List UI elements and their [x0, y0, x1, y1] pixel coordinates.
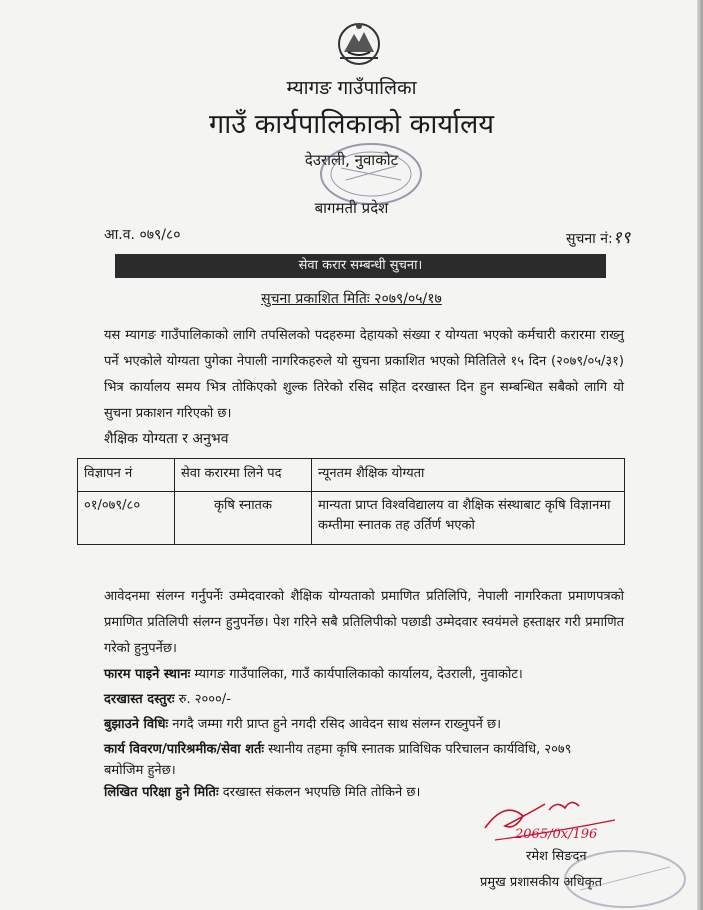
detail-label: कार्य विवरण/पारिश्रमीक/सेवा शर्तः — [104, 742, 265, 757]
header-ad-no: विज्ञापन नं — [78, 459, 175, 492]
publish-date — [0, 289, 703, 308]
notice-number-label: सुचना नं: — [566, 231, 613, 247]
header-qualification: न्यूनतम शैक्षिक योग्यता — [312, 459, 625, 492]
header-post: सेवा करारमा लिने पद — [175, 459, 312, 492]
detail-text: दरखास्त संकलन भएपछि मिति तोकिने छ। — [218, 785, 421, 800]
detail-text: रु. २०००/- — [174, 692, 231, 707]
detail-text: स्थानीय तहमा कृषि स्नातक प्राविधिक परिचालन कार्यविधि, २०७९ — [264, 742, 572, 757]
table-header-row — [78, 459, 625, 492]
detail-label: दरखास्त दस्तुरः — [104, 692, 175, 707]
cell-ad-no: ०१/०७९/८० — [78, 492, 175, 545]
fiscal-year: आ.व. ०७९/८० — [104, 227, 181, 243]
vacancy-table — [77, 458, 625, 545]
signer-designation: प्रमुख प्रशासकीय अधिकृत — [480, 875, 603, 890]
publish-date-text: सुचना प्रकाशित मितिः २०७९/०५/१७ — [261, 291, 442, 307]
detail-payment-method — [104, 714, 644, 732]
detail-text: बमोजिम हुनेछ। — [104, 763, 176, 778]
detail-form-location — [104, 664, 644, 682]
signature-icon — [475, 790, 625, 850]
section-title: शैक्षिक योग्यता र अनुभव — [104, 431, 229, 447]
cell-post: कृषि स्नातक — [175, 492, 312, 545]
detail-work-terms — [104, 739, 644, 757]
detail-fee — [104, 689, 644, 707]
intro-paragraph: यस म्यागङ गाउँपालिकाको लागि तपसिलको पदहरुमा देहायको संख्या र योग्यता भएको कर्मचारी करारमा राख्नु पर्ने भएकोले योग्यता पुगेका नेपाली नागरिकहरुले यो सुचना प्रकाशित भएको मितितिले १५ दिन (२०७९/०५/३१) भित्र कार्यालय समय भित्र तोकिएको शुल्क तिरेको रसिद सहित दरखास्त दिन हुन सम्बन्धित सबैको लागि यो सुचना प्रकाशन गरिएको छ। — [104, 328, 624, 421]
province-name: बागमती प्रदेश — [314, 199, 389, 217]
notice-number-value: १९ — [612, 228, 631, 248]
signer-name: रमेश सिङदन — [526, 849, 587, 864]
detail-text: म्यागङ गाउँपालिका, गाउँ कार्यपालिकाको कार्यालय, देउराली, नुवाकोट। — [190, 667, 523, 682]
detail-label: बुझाउने विधिः — [104, 717, 169, 732]
office-stamp-icon — [316, 140, 426, 208]
table-row — [78, 492, 625, 545]
attachment-paragraph: आवेदनमा संलग्न गर्नुपर्नेः उम्मेदवारको शैक्षिक योग्यताको प्रमाणित प्रतिलिपि, नेपाली नागरिकता प्रमाणपत्रको प्रमाणित प्रतिलिपी संलग्न हुनुपर्नेछ। पेश गरिने सबै प्रतिलिपीको पछाडी उम्मेदवार स्वयंमले हस्ताक्षर गरी प्रमाणित गरेको हुनुपर्नेछ। — [104, 589, 624, 656]
cell-qualification: मान्यता प्राप्त विश्वविद्यालय वा शैक्षिक संस्थाबाट कृषि विज्ञानमा कम्तीमा स्नातक तह उर्तिर्ण भएको — [312, 492, 625, 545]
palika-name: म्यागङ गाउँपालिका — [286, 77, 417, 99]
notice-number — [566, 225, 630, 248]
office-location: देउराली, नुवाकोट — [304, 151, 399, 169]
nepal-emblem-icon — [334, 18, 384, 66]
office-name: गाउँ कार्यपालिकाको कार्यालय — [209, 109, 494, 140]
signature-date: 2065/0x/196 — [515, 827, 598, 842]
notice-banner: सेवा करार सम्बन्धी सुचना। — [115, 254, 606, 278]
detail-label: फारम पाइने स्थानः — [104, 667, 191, 682]
detail-label: लिखित परिक्षा हुने मितिः — [104, 785, 219, 800]
detail-text: नगदै जम्मा गरी प्राप्त हुने नगदी रसिद आवेदन साथ संलग्न राख्नुपर्ने छ। — [168, 717, 502, 732]
detail-work-terms-cont — [104, 760, 644, 778]
